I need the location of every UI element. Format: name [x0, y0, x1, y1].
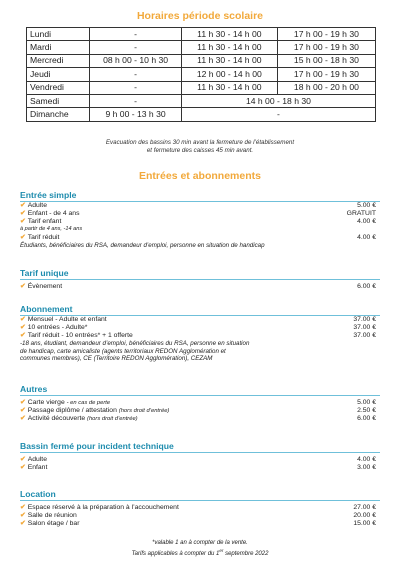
- hours-table: [26, 27, 376, 122]
- price-row: [20, 316, 380, 324]
- hours-cell: 11 h 30 - 14 h 00: [181, 28, 277, 41]
- section-title: Location: [20, 489, 56, 499]
- price-label: Carte vierge: [27, 399, 65, 406]
- price-label: Adulte: [27, 456, 47, 463]
- hours-cell: 08 h 00 - 10 h 30: [90, 54, 182, 67]
- check-icon: ✔: [20, 415, 26, 423]
- day-cell: Jeudi: [27, 68, 90, 81]
- check-icon: ✔: [20, 512, 26, 520]
- price-row: [20, 399, 380, 407]
- check-icon: ✔: [20, 504, 26, 511]
- price-label-note: - en cas de perte: [66, 400, 111, 406]
- section-divider: [20, 279, 380, 280]
- applicability-sup: er: [219, 548, 224, 553]
- price-row: [20, 415, 380, 423]
- price-row: [20, 332, 380, 340]
- hours-cell: 17 h 00 - 19 h 30: [277, 41, 375, 54]
- price-row: [20, 504, 380, 512]
- price-value: 5.00 €: [357, 399, 376, 406]
- price-label: Espace réservé à la préparation à l’accouchement: [27, 504, 179, 511]
- hours-cell: 9 h 00 - 13 h 30: [90, 108, 182, 121]
- check-icon: ✔: [20, 316, 26, 323]
- hours-cell: 18 h 00 - 20 h 00: [277, 81, 375, 94]
- price-value: 37.00 €: [353, 332, 376, 340]
- section-title: Entrée simple: [20, 190, 77, 200]
- table-row: [27, 68, 376, 81]
- table-row: [27, 94, 376, 107]
- price-value: 6.00 €: [357, 283, 376, 290]
- table-row: [27, 108, 376, 121]
- price-note: -18 ans, étudiant, demandeur d’emploi, bénéficiaires du RSA, personne en situation: [20, 340, 250, 348]
- section-entree-simple: [20, 190, 380, 249]
- table-row: [27, 41, 376, 54]
- price-value: 15.00 €: [353, 520, 376, 528]
- table-row: [27, 28, 376, 41]
- applicability-text-end: septembre 2022: [223, 551, 269, 557]
- price-row: [20, 464, 380, 472]
- price-value: 4.00 €: [357, 218, 376, 226]
- section-abonnement: [20, 304, 380, 363]
- price-row: [20, 218, 380, 226]
- evacuation-note: [0, 139, 400, 155]
- hours-cell: 11 h 30 - 14 h 00: [181, 41, 277, 54]
- price-row: [20, 283, 380, 291]
- hours-cell: 12 h 00 - 14 h 00: [181, 68, 277, 81]
- price-value: 2.50 €: [357, 407, 376, 415]
- hours-cell: -: [90, 28, 182, 41]
- check-icon: ✔: [20, 283, 26, 290]
- price-label: Tarif enfant: [27, 218, 62, 226]
- price-label-note: (hors droit d’entrée): [87, 416, 138, 423]
- price-label: Tarif réduit: [27, 233, 60, 241]
- section-title: Autres: [20, 384, 48, 394]
- price-value: 6.00 €: [357, 415, 376, 423]
- validity-note: *valable 1 an à compter de la vente.: [152, 540, 248, 546]
- check-icon: ✔: [20, 399, 26, 406]
- price-label-note: (hors droit d’entrée): [118, 408, 170, 415]
- hours-cell: -: [181, 108, 375, 121]
- tarifs-title: Entrées et abonnements: [139, 170, 261, 182]
- price-label: 10 entrées - Adulte*: [27, 324, 88, 332]
- hours-cell: 11 h 30 - 14 h 00: [181, 54, 277, 67]
- hours-cell: 14 h 00 - 18 h 30: [181, 94, 375, 107]
- price-note: à partir de 4 ans, -14 ans: [20, 226, 83, 233]
- check-icon: ✔: [20, 520, 26, 528]
- price-row: [20, 407, 380, 415]
- table-row: [27, 81, 376, 94]
- check-icon: ✔: [20, 202, 26, 209]
- section-bassin-ferme: [20, 441, 380, 472]
- price-value: 37.00 €: [353, 324, 376, 332]
- section-tarif-unique: [20, 268, 380, 291]
- evacuation-note-line: Evacuation des bassins 30 min avant la fermeture de l’établissement: [105, 139, 295, 146]
- section-autres: [20, 384, 380, 423]
- applicability-text: Tarifs applicables à compter du 1: [131, 551, 220, 557]
- footer-notes: [0, 539, 400, 558]
- day-cell: Samedi: [27, 94, 90, 107]
- check-icon: ✔: [20, 324, 26, 332]
- price-label: Évènement: [27, 283, 63, 290]
- section-title: Abonnement: [20, 304, 73, 314]
- evacuation-note-line: et fermeture des caisses 45 min avant.: [146, 147, 254, 154]
- check-icon: ✔: [20, 332, 26, 340]
- day-cell: Dimanche: [27, 108, 90, 121]
- price-row: [20, 512, 380, 520]
- price-label: Activité découverte: [27, 415, 86, 423]
- price-label: Enfant: [27, 464, 48, 472]
- price-row: [20, 234, 380, 242]
- price-label: Salle de réunion: [27, 512, 77, 520]
- check-icon: ✔: [20, 233, 26, 241]
- hours-cell: 15 h 00 - 18 h 30: [277, 54, 375, 67]
- price-value: GRATUIT: [346, 210, 376, 218]
- hours-cell: 17 h 00 - 19 h 30: [277, 28, 375, 41]
- day-cell: Mardi: [27, 41, 90, 54]
- day-cell: Mercredi: [27, 54, 90, 67]
- hours-cell: -: [90, 94, 182, 107]
- check-icon: ✔: [20, 456, 26, 463]
- price-note: Étudiants, bénéficiaires du RSA, demandeur d’emploi, personne en situation de handicap: [20, 241, 265, 249]
- check-icon: ✔: [20, 407, 26, 415]
- section-title: Tarif unique: [20, 268, 69, 278]
- check-icon: ✔: [20, 464, 26, 472]
- table-row: [27, 54, 376, 67]
- price-label: Salon étage / bar: [27, 520, 80, 528]
- day-cell: Vendredi: [27, 81, 90, 94]
- price-row: [20, 520, 380, 528]
- section-divider: [20, 500, 380, 501]
- price-value: 20.00 €: [353, 512, 376, 520]
- price-row: [20, 210, 380, 218]
- price-label: Mensuel - Adulte et enfant: [27, 316, 107, 323]
- price-value: 4.00 €: [357, 456, 376, 463]
- price-label: Tarif réduit - 10 entrées* + 1 offerte: [27, 332, 133, 340]
- hours-cell: -: [90, 81, 182, 94]
- price-value: 5.00 €: [357, 202, 376, 209]
- section-title: Bassin fermé pour incident technique: [20, 441, 174, 451]
- price-row: [20, 324, 380, 332]
- horaires-title: Horaires période scolaire: [136, 10, 264, 22]
- price-value: 3.00 €: [357, 464, 376, 472]
- price-note: communes membres), CE (Territoire REDON Agglomération), CEZAM: [20, 355, 213, 363]
- price-value: 27.00 €: [353, 504, 376, 511]
- price-row: [20, 456, 380, 464]
- price-value: 4.00 €: [357, 233, 376, 241]
- price-label: Passage diplôme / attestation: [27, 407, 117, 415]
- hours-cell: 11 h 30 - 14 h 00: [181, 81, 277, 94]
- hours-cell: 17 h 00 - 19 h 30: [277, 68, 375, 81]
- day-cell: Lundi: [27, 28, 90, 41]
- check-icon: ✔: [20, 218, 26, 226]
- applicability-note: [0, 547, 400, 558]
- check-icon: ✔: [20, 210, 26, 218]
- price-label: Enfant - de 4 ans: [27, 210, 80, 218]
- hours-cell: -: [90, 41, 182, 54]
- price-label: Adulte: [27, 202, 47, 209]
- price-value: 37.00 €: [353, 316, 376, 323]
- section-divider: [20, 452, 380, 453]
- hours-cell: -: [90, 68, 182, 81]
- price-row: [20, 202, 380, 210]
- section-divider: [20, 395, 380, 396]
- price-note: de handicap, carte amicaliste (agents territoriaux REDON Agglomération et: [20, 347, 226, 355]
- section-location: [20, 489, 380, 528]
